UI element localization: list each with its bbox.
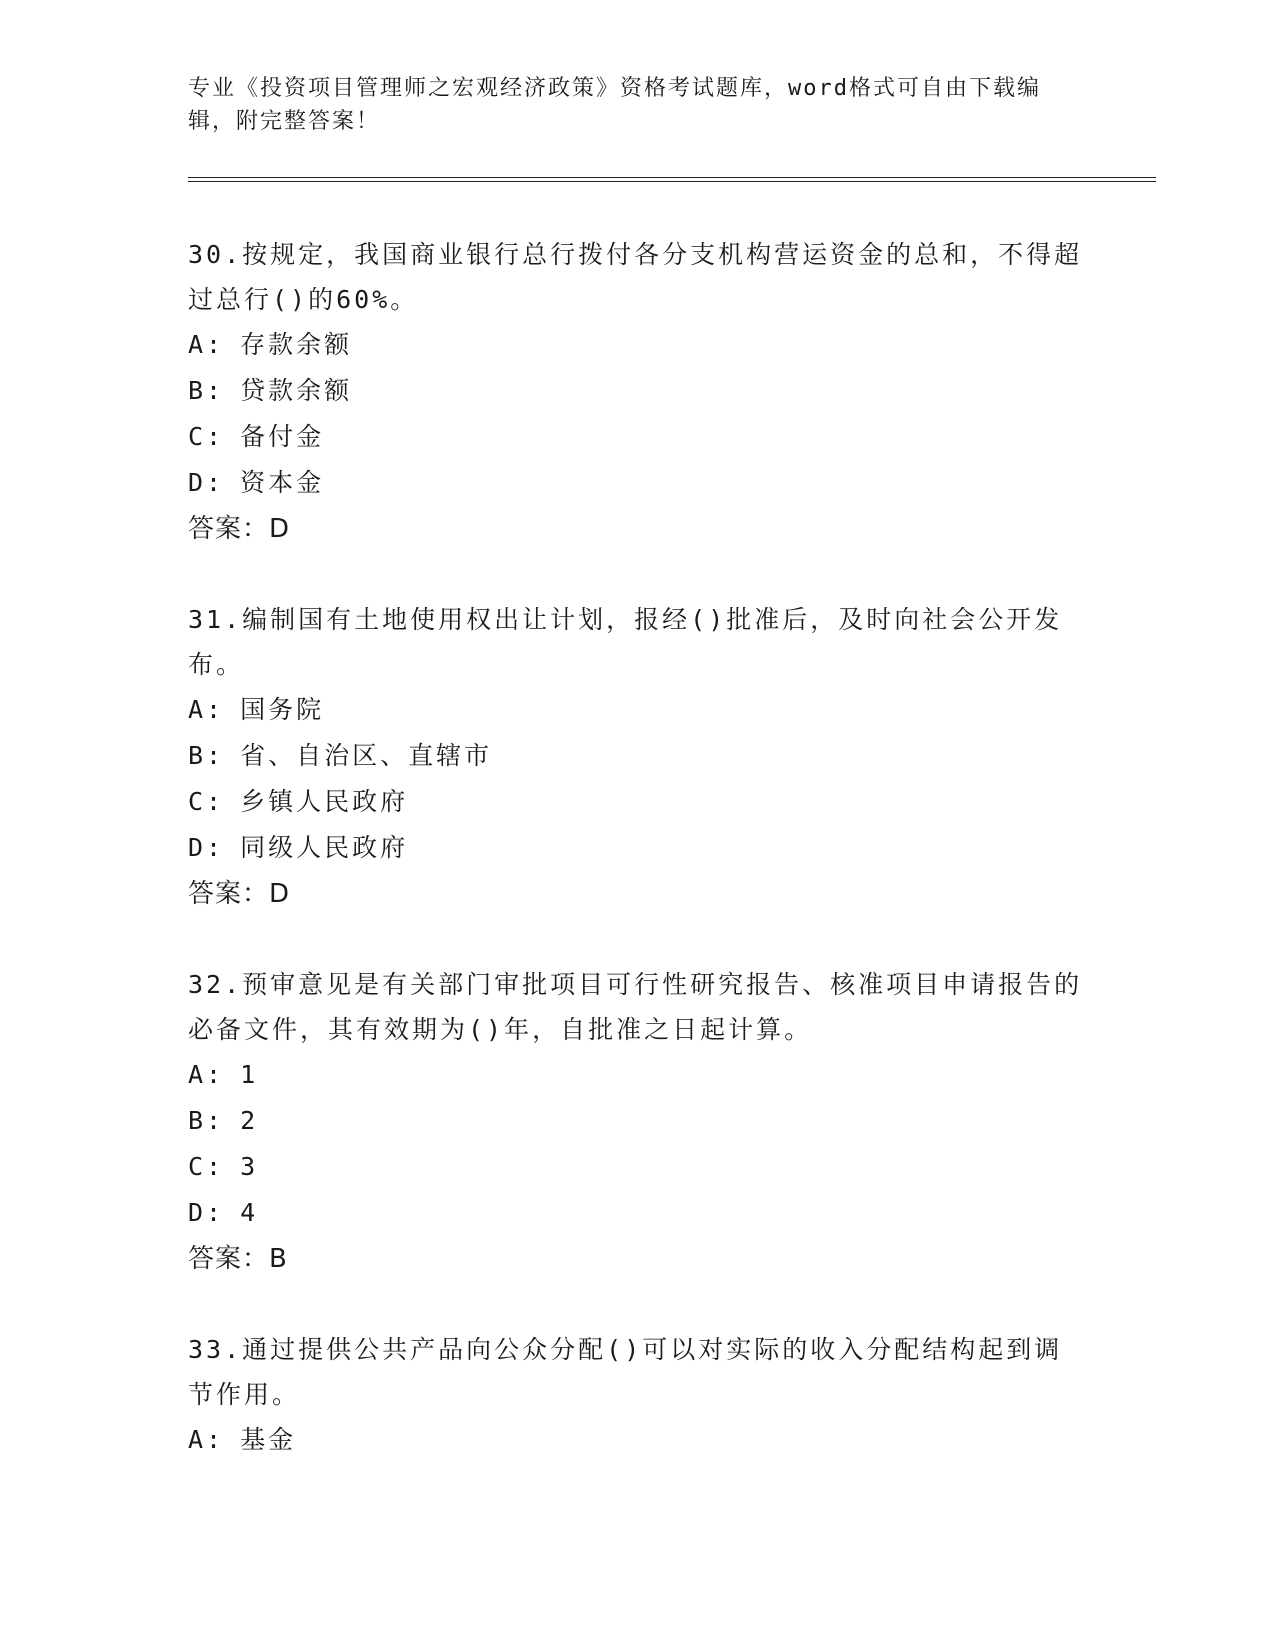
- option-key: C:: [188, 787, 225, 816]
- option-key: C:: [188, 1152, 225, 1181]
- option-key: B:: [188, 376, 225, 405]
- option-key: A:: [188, 330, 225, 359]
- option-label: 资本金: [240, 468, 325, 497]
- option-label: 存款余额: [240, 330, 353, 359]
- answer-text: 答案：D: [188, 879, 291, 909]
- answer-text: 答案：D: [188, 514, 291, 544]
- option-d: [188, 825, 1088, 871]
- option-key: B:: [188, 741, 225, 770]
- question-31: [188, 597, 1088, 917]
- option-key: A:: [188, 1060, 225, 1089]
- question-text: 33.通过提供公共产品向公众分配()可以对实际的收入分配结构起到调节作用。: [188, 1335, 1063, 1409]
- option-key: B:: [188, 1106, 225, 1135]
- option-a: [188, 1417, 1088, 1463]
- option-label: 4: [240, 1198, 259, 1227]
- question-text: 30.按规定，我国商业银行总行拨付各分支机构营运资金的总和，不得超过总行()的60%。: [188, 240, 1083, 314]
- option-label: 同级人民政府: [240, 833, 409, 862]
- option-b: [188, 1098, 1088, 1144]
- answer-text: 答案：B: [188, 1244, 288, 1274]
- option-key: C:: [188, 422, 225, 451]
- option-key: D:: [188, 1198, 225, 1227]
- option-key: A:: [188, 695, 225, 724]
- option-a: [188, 322, 1088, 368]
- option-c: [188, 1144, 1088, 1190]
- option-c: [188, 414, 1088, 460]
- question-32: [188, 962, 1088, 1282]
- option-label: 省、自治区、直辖市: [240, 741, 493, 770]
- option-label: 贷款余额: [240, 376, 353, 405]
- option-key: A:: [188, 1425, 225, 1454]
- question-text: 31.编制国有土地使用权出让计划，报经()批准后，及时向社会公开发布。: [188, 605, 1063, 679]
- option-d: [188, 1190, 1088, 1236]
- option-label: 备付金: [240, 422, 325, 451]
- option-label: 基金: [240, 1425, 297, 1454]
- option-label: 国务院: [240, 695, 325, 724]
- option-label: 2: [240, 1106, 259, 1135]
- question-30: [188, 232, 1088, 552]
- question-text: 32.预审意见是有关部门审批项目可行性研究报告、核准项目申请报告的必备文件，其有效期为()年，自批准之日起计算。: [188, 970, 1083, 1044]
- option-b: [188, 733, 1088, 779]
- option-key: D:: [188, 833, 225, 862]
- header-divider: [188, 177, 1156, 182]
- option-b: [188, 368, 1088, 414]
- option-a: [188, 1052, 1088, 1098]
- header-text: 专业《投资项目管理师之宏观经济政策》资格考试题库，word格式可自由下载编辑，附完整答案！: [188, 76, 1041, 134]
- option-label: 乡镇人民政府: [240, 787, 409, 816]
- document-header: [188, 72, 1088, 138]
- option-label: 3: [240, 1152, 259, 1181]
- question-33: [188, 1327, 1088, 1463]
- option-key: D:: [188, 468, 225, 497]
- question-list: [188, 232, 1088, 1508]
- option-d: [188, 460, 1088, 506]
- option-c: [188, 779, 1088, 825]
- option-label: 1: [240, 1060, 259, 1089]
- option-a: [188, 687, 1088, 733]
